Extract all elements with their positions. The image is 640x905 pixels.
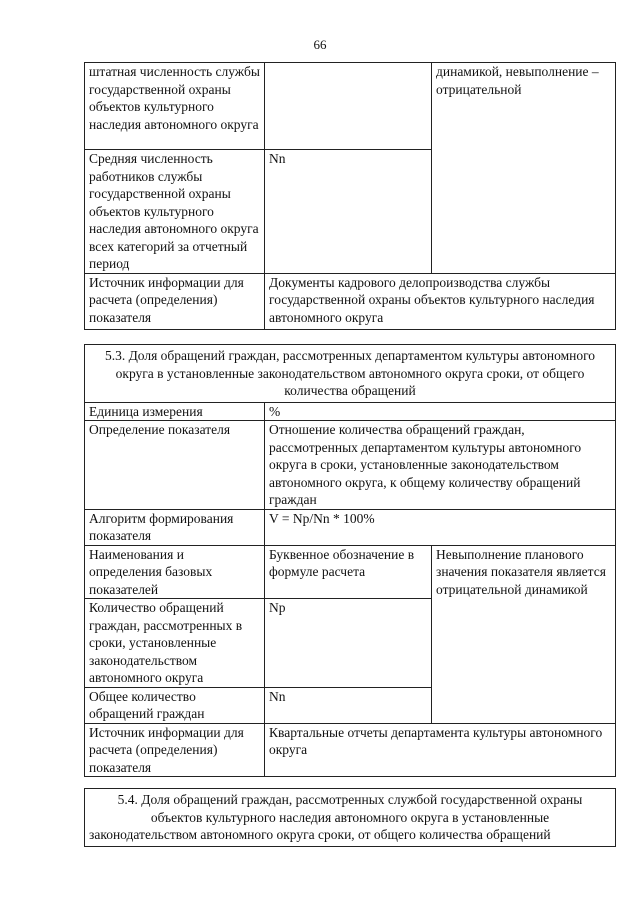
formula-letter-cell xyxy=(265,63,432,150)
source-value: Документы кадрового делопроизводства службы государственной охраны объектов культурного наследия автономного округа xyxy=(265,273,616,329)
formula-letter-cell: Nn xyxy=(265,687,432,723)
definition-label: Определение показателя xyxy=(85,421,265,510)
unit-value: % xyxy=(265,402,616,421)
algorithm-formula: V = Np/Nn * 100% xyxy=(265,509,616,545)
indicator-table-5-4 xyxy=(84,788,616,847)
letter-designation-label: Буквенное обозначение в формуле расчета xyxy=(265,545,432,599)
formula-letter-cell: Nn xyxy=(265,150,432,274)
dynamics-note: динамикой, невыполнение – отрицательной xyxy=(432,63,616,274)
indicator-table-5-2-continued xyxy=(84,62,616,330)
indicator-heading: 5.4. Доля обращений граждан, рассмотренных службой государственной охраны объектов культурного наследия автономного округа в установленные законодательством автономного округа сроки, от общего количества обращений xyxy=(85,789,616,847)
base-indicators-label: Наименования и определения базовых показателей xyxy=(85,545,265,599)
algorithm-label: Алгоритм формирования показателя xyxy=(85,509,265,545)
base-indicator-label: Количество обращений граждан, рассмотренных в сроки, установленные законодательством автономного округа xyxy=(85,599,265,688)
dynamics-note: Невыполнение планового значения показателя является отрицательной динамикой xyxy=(432,545,616,723)
indicator-heading: 5.3. Доля обращений граждан, рассмотренных департаментом культуры автономного округа в установленные законодательством автономного округа сроки, от общего количества обращений xyxy=(85,345,616,403)
base-indicator-label: Общее количество обращений граждан xyxy=(85,687,265,723)
unit-label: Единица измерения xyxy=(85,402,265,421)
indicator-table-5-3 xyxy=(84,344,616,777)
page-number: 66 xyxy=(313,37,327,52)
base-indicator-label: штатная численность службы государственной охраны объектов культурного наследия автономного округа xyxy=(85,63,265,150)
source-label: Источник информации для расчета (определения) показателя xyxy=(85,273,265,329)
source-label: Источник информации для расчета (определения) показателя xyxy=(85,723,265,777)
source-value: Квартальные отчеты департамента культуры автономного округа xyxy=(265,723,616,777)
definition-value: Отношение количества обращений граждан, рассмотренных департаментом культуры автономного округа в сроки, установленные законодательством автономного округа, к общему количеству обращений граждан xyxy=(265,421,616,510)
base-indicator-label: Средняя численность работников службы государственной охраны объектов культурного наследия автономного округа всех категорий за отчетный период xyxy=(85,150,265,274)
formula-letter-cell: Np xyxy=(265,599,432,688)
